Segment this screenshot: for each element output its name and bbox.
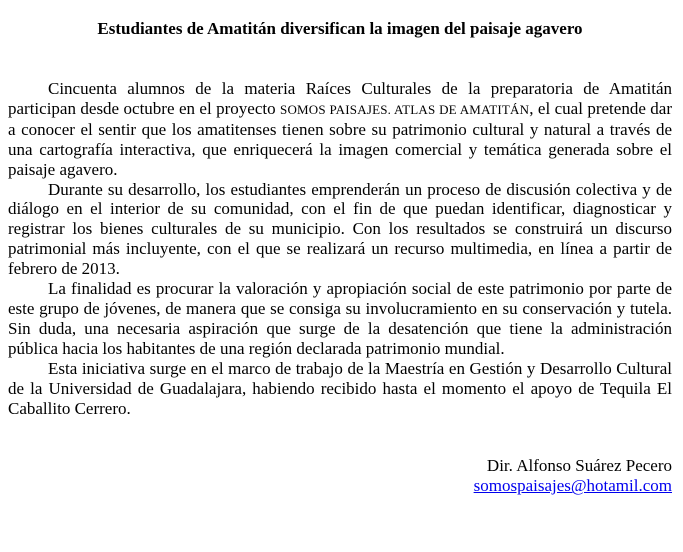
paragraph-1 xyxy=(8,79,672,180)
document-page xyxy=(8,18,672,496)
document-title: Estudiantes de Amatitán diversifican la imagen del paisaje agavero xyxy=(97,19,583,38)
signature-name: Dir. Alfonso Suárez Pecero xyxy=(486,456,672,476)
paragraph-4: Esta iniciativa surge en el marco de trabajo de la Maestría en Gestión y Desarrollo Cultural de la Universidad de Guadalajara, habiendo recibido hasta el momento el apoyo de Tequila El Caballito Cerrero. xyxy=(8,358,672,418)
project-name: SOMOS PAISAJES. ATLAS DE AMATITÁN xyxy=(280,101,530,117)
paragraph-3: La finalidad es procurar la valoración y apropiación social de este patrimonio por parte de este grupo de jóvenes, de manera que se consiga su involucramiento en su conservación y tutela. Sin duda, una necesaria aspiración que surge de la desatención que tiene la administración pública hacia los habitantes de una región declarada patrimonio mundial. xyxy=(8,279,672,358)
email-link[interactable]: somospaisajes@hotamil.com xyxy=(473,476,672,496)
paragraph-2: Durante su desarrollo, los estudiantes emprenderán un proceso de discusión colectiva y de diálogo en el interior de su comunidad, con el fin de que puedan identificar, diagnosticar y registrar los bienes culturales de su municipio. Con los resultados se construirá un discurso patrimonial más incluyente, con el que se realizará un recurso multimedia, en línea a partir de febrero de 2013. xyxy=(8,179,672,279)
signature-block xyxy=(8,456,672,496)
paragraph-1-rest: , el cual pretende dar a conocer el sentir que los amatitenses tienen sobre su patrimonio cultural y natural a través de una cartografía interactiva, que enriquecerá la imagen comercial y temática generada sobre el paisaje agavero. xyxy=(8,98,672,179)
signature-email-line xyxy=(8,476,672,496)
paragraph-1-intro: Cincuenta alumnos de la materia Raíces Culturales de la preparatoria de Amatitán participan desde octubre en el proyecto xyxy=(8,79,672,118)
document-body xyxy=(8,79,672,418)
